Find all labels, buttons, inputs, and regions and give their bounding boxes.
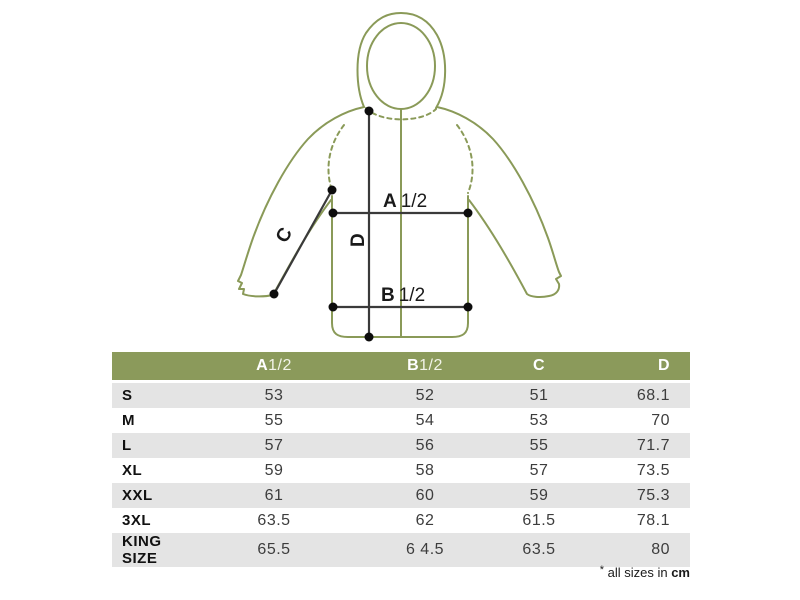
value-d: 70 (651, 411, 670, 429)
value-d: 73.5 (636, 461, 670, 479)
header-d: D (577, 352, 690, 382)
value-c: 53 (529, 411, 549, 429)
footnote-text: all sizes in (604, 565, 672, 580)
value-b: 54 (415, 411, 435, 429)
header-c: C (501, 352, 577, 382)
size-label: XXL (122, 487, 153, 504)
left-armhole-dashed (328, 125, 344, 193)
label-d: D (348, 233, 369, 247)
value-a: 61 (264, 486, 284, 504)
value-d: 75.3 (636, 486, 670, 504)
size-label: XL (122, 462, 143, 479)
right-sleeve-outline (437, 107, 561, 297)
label-a-half: A 1/2 (383, 191, 428, 212)
footnote-unit: cm (671, 565, 690, 580)
value-b: 6 4.5 (405, 541, 445, 558)
table-row-3xl (112, 508, 690, 533)
value-b: 60 (415, 486, 435, 504)
table-row-xl (112, 458, 690, 483)
value-a: 55 (264, 411, 284, 429)
value-b: 56 (415, 436, 435, 454)
value-a: 63.5 (257, 511, 291, 529)
table-row-m (112, 408, 690, 433)
value-b: 52 (415, 386, 435, 404)
value-c: 59 (529, 486, 549, 504)
table-row-xxl (112, 483, 690, 508)
table-row-l (112, 433, 690, 458)
label-b-half: B 1/2 (381, 285, 426, 306)
value-a: 57 (264, 436, 284, 454)
table-header-row (112, 352, 690, 382)
value-a: 59 (264, 461, 284, 479)
units-footnote (112, 564, 690, 580)
value-a: 65.5 (257, 541, 291, 558)
size-chart-table (112, 352, 690, 567)
value-d: 78.1 (636, 511, 670, 529)
header-a-half: A1/2 (199, 352, 349, 382)
hood-inner-outline (367, 23, 435, 109)
left-sleeve-outline (238, 107, 364, 296)
value-c: 55 (529, 436, 549, 454)
right-armhole-dashed (457, 125, 473, 193)
size-label: 3XL (122, 512, 152, 529)
table-row-s (112, 382, 690, 409)
label-c: C (272, 224, 298, 247)
value-b: 62 (415, 511, 435, 529)
table-row-king-size (112, 533, 690, 567)
value-d: 80 (651, 541, 670, 558)
hood-outer-outline (358, 13, 446, 108)
value-c: 51 (529, 386, 549, 404)
size-label: KING SIZE (122, 533, 162, 567)
header-b-half: B1/2 (349, 352, 501, 382)
value-d: 71.7 (636, 436, 670, 454)
header-size-col (112, 352, 199, 382)
value-c: 61.5 (522, 511, 556, 529)
value-b: 58 (415, 461, 435, 479)
size-label: S (122, 387, 133, 404)
size-label: L (122, 437, 132, 454)
value-d: 68.1 (636, 386, 670, 404)
footnote-asterisk: * (599, 564, 604, 576)
value-c: 63.5 (522, 541, 556, 558)
value-c: 57 (529, 461, 549, 479)
value-a: 53 (264, 386, 284, 404)
size-label: M (122, 412, 135, 429)
